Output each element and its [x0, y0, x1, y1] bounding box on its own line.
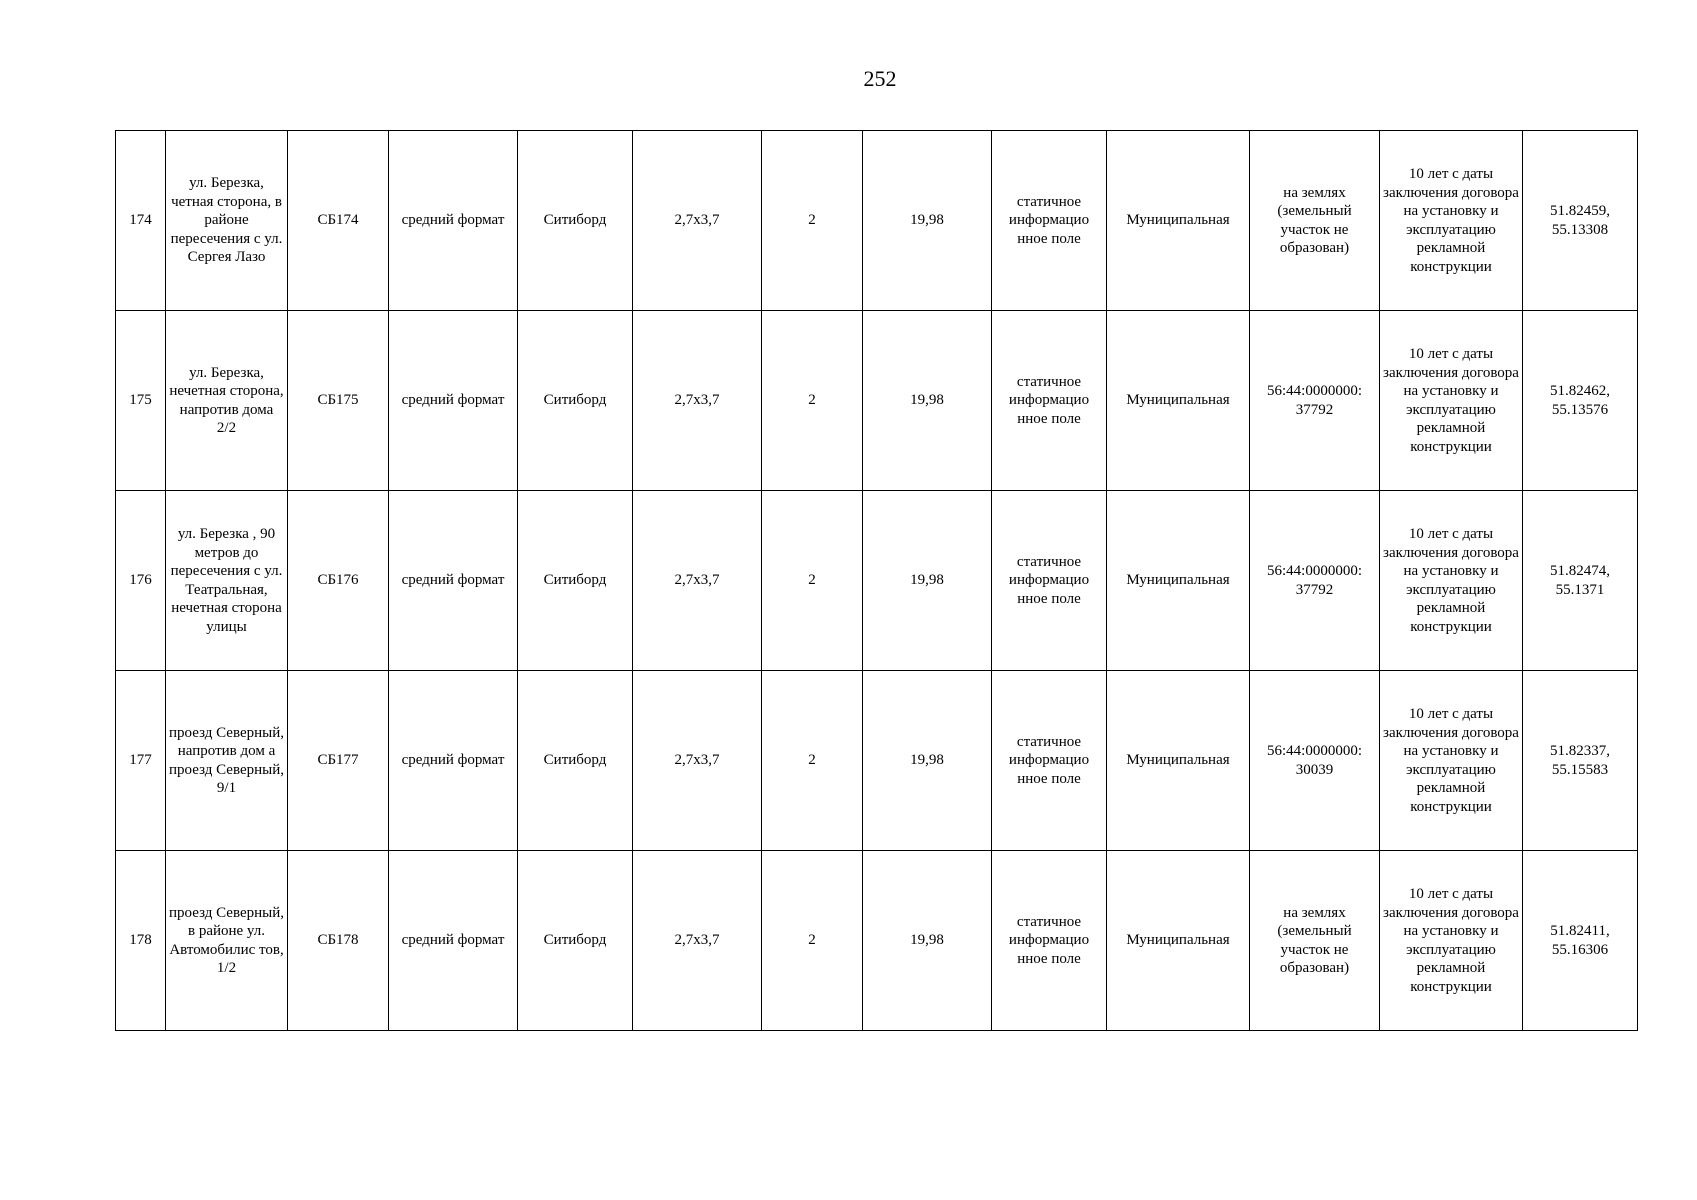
coordinates-cell: 51.82411, 55.16306 — [1523, 851, 1638, 1031]
address-cell: проезд Северный, в районе ул. Автомобилис тов, 1/2 — [166, 851, 288, 1031]
sides-cell: 2 — [762, 491, 863, 671]
area-cell: 19,98 — [863, 851, 992, 1031]
ownership-cell: Муниципальная — [1107, 131, 1250, 311]
size-cell: 2,7х3,7 — [633, 851, 762, 1031]
structure-type-cell: Ситиборд — [518, 131, 633, 311]
info-field-cell: статичное информацио нное поле — [992, 131, 1107, 311]
ownership-cell: Муниципальная — [1107, 491, 1250, 671]
table-row — [116, 491, 1638, 671]
address-cell: ул. Березка, четная сторона, в районе пересечения с ул. Сергея Лазо — [166, 131, 288, 311]
address-cell: ул. Березка , 90 метров до пересечения с ул. Театральная, нечетная сторона улицы — [166, 491, 288, 671]
structure-type-cell: Ситиборд — [518, 491, 633, 671]
term-cell: 10 лет с даты заключения договора на установку и эксплуатацию рекламной конструкции — [1380, 851, 1523, 1031]
area-cell: 19,98 — [863, 671, 992, 851]
structure-code-cell: СБ175 — [288, 311, 389, 491]
sides-cell: 2 — [762, 851, 863, 1031]
structure-code-cell: СБ177 — [288, 671, 389, 851]
size-cell: 2,7х3,7 — [633, 491, 762, 671]
sides-cell: 2 — [762, 671, 863, 851]
sides-cell: 2 — [762, 131, 863, 311]
row-number-cell: 177 — [116, 671, 166, 851]
format-cell: средний формат — [389, 491, 518, 671]
address-cell: проезд Северный, напротив дом а проезд Северный, 9/1 — [166, 671, 288, 851]
row-number-cell: 175 — [116, 311, 166, 491]
area-cell: 19,98 — [863, 311, 992, 491]
info-field-cell: статичное информацио нное поле — [992, 851, 1107, 1031]
row-number-cell: 178 — [116, 851, 166, 1031]
advertising-structures-table — [115, 130, 1638, 1031]
structure-code-cell: СБ176 — [288, 491, 389, 671]
land-plot-cell: 56:44:0000000: 37792 — [1250, 491, 1380, 671]
format-cell: средний формат — [389, 131, 518, 311]
land-plot-cell: на землях (земельный участок не образован) — [1250, 851, 1380, 1031]
term-cell: 10 лет с даты заключения договора на установку и эксплуатацию рекламной конструкции — [1380, 671, 1523, 851]
coordinates-cell: 51.82459, 55.13308 — [1523, 131, 1638, 311]
table-row — [116, 131, 1638, 311]
structure-code-cell: СБ178 — [288, 851, 389, 1031]
structure-type-cell: Ситиборд — [518, 851, 633, 1031]
term-cell: 10 лет с даты заключения договора на установку и эксплуатацию рекламной конструкции — [1380, 311, 1523, 491]
size-cell: 2,7х3,7 — [633, 671, 762, 851]
info-field-cell: статичное информацио нное поле — [992, 311, 1107, 491]
page-number: 252 — [863, 66, 897, 91]
land-plot-cell: на землях (земельный участок не образован) — [1250, 131, 1380, 311]
ownership-cell: Муниципальная — [1107, 311, 1250, 491]
size-cell: 2,7х3,7 — [633, 131, 762, 311]
coordinates-cell: 51.82337, 55.15583 — [1523, 671, 1638, 851]
structure-code-cell: СБ174 — [288, 131, 389, 311]
row-number-cell: 174 — [116, 131, 166, 311]
address-cell: ул. Березка, нечетная сторона, напротив дома 2/2 — [166, 311, 288, 491]
info-field-cell: статичное информацио нное поле — [992, 671, 1107, 851]
structure-type-cell: Ситиборд — [518, 311, 633, 491]
format-cell: средний формат — [389, 311, 518, 491]
table-row — [116, 671, 1638, 851]
area-cell: 19,98 — [863, 491, 992, 671]
term-cell: 10 лет с даты заключения договора на установку и эксплуатацию рекламной конструкции — [1380, 491, 1523, 671]
coordinates-cell: 51.82474, 55.1371 — [1523, 491, 1638, 671]
coordinates-cell: 51.82462, 55.13576 — [1523, 311, 1638, 491]
land-plot-cell: 56:44:0000000: 37792 — [1250, 311, 1380, 491]
area-cell: 19,98 — [863, 131, 992, 311]
format-cell: средний формат — [389, 851, 518, 1031]
ownership-cell: Муниципальная — [1107, 851, 1250, 1031]
structure-type-cell: Ситиборд — [518, 671, 633, 851]
table-row — [116, 851, 1638, 1031]
land-plot-cell: 56:44:0000000: 30039 — [1250, 671, 1380, 851]
format-cell: средний формат — [389, 671, 518, 851]
sides-cell: 2 — [762, 311, 863, 491]
info-field-cell: статичное информацио нное поле — [992, 491, 1107, 671]
row-number-cell: 176 — [116, 491, 166, 671]
table-row — [116, 311, 1638, 491]
size-cell: 2,7х3,7 — [633, 311, 762, 491]
term-cell: 10 лет с даты заключения договора на установку и эксплуатацию рекламной конструкции — [1380, 131, 1523, 311]
ownership-cell: Муниципальная — [1107, 671, 1250, 851]
